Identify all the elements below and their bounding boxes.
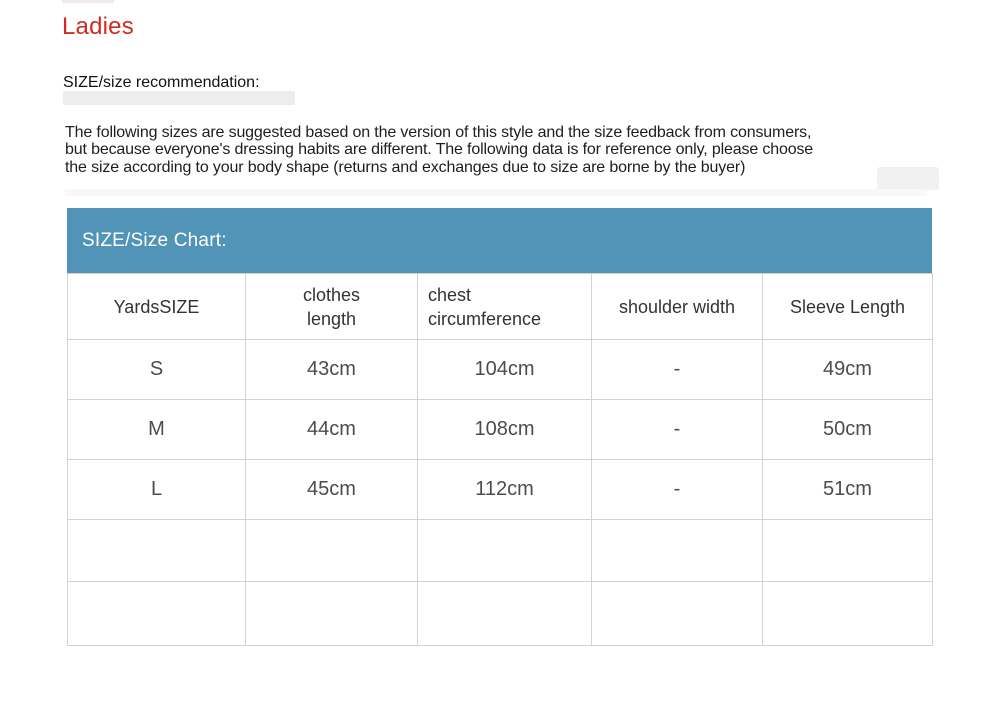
size-chart-banner-title: SIZE/Size Chart: — [82, 230, 227, 251]
table-cell — [763, 520, 933, 582]
cell-size: S — [68, 340, 246, 400]
render-artifact-paragraph-end — [877, 167, 939, 190]
paragraph-line: the size according to your body shape (returns and exchanges due to size are borne by the buyer) — [65, 158, 746, 176]
table-cell — [418, 520, 592, 582]
cell-size: L — [68, 460, 246, 520]
table-cell — [418, 582, 592, 646]
table-header-row — [68, 274, 933, 340]
header-shoulder-width — [592, 274, 763, 340]
table-cell — [592, 520, 763, 582]
cell-shoulder-width: - — [592, 400, 763, 460]
header-yards-size — [68, 274, 246, 340]
table-row-s — [68, 340, 933, 400]
table-cell — [68, 520, 246, 582]
cell-chest-circumference: 112cm — [418, 460, 592, 520]
table-row-l — [68, 460, 933, 520]
cell-clothes-length: 45cm — [246, 460, 418, 520]
cell-shoulder-width: - — [592, 340, 763, 400]
paragraph-line: but because everyone's dressing habits are different. The following data is for reference only, please choose — [65, 141, 814, 159]
header-label: chest circumference — [428, 284, 542, 329]
table-cell — [592, 582, 763, 646]
cell-chest-circumference: 108cm — [418, 400, 592, 460]
render-artifact-top — [62, 0, 114, 3]
header-label: Sleeve Length — [789, 296, 906, 317]
cell-clothes-length: 43cm — [246, 340, 418, 400]
cell-clothes-length: 44cm — [246, 400, 418, 460]
paragraph-line: The following sizes are suggested based on the version of this style and the size feedback from consumers, — [65, 124, 812, 141]
size-recommendation-subtitle: SIZE/size recommendation: — [63, 74, 260, 91]
size-chart-banner — [67, 208, 932, 273]
page-title: Ladies — [62, 13, 134, 40]
cell-size: M — [68, 400, 246, 460]
cell-chest-circumference: 104cm — [418, 340, 592, 400]
header-label: shoulder width — [618, 296, 736, 317]
table-cell — [246, 582, 418, 646]
table-row-m — [68, 400, 933, 460]
header-label: YardsSIZE — [113, 296, 200, 317]
render-artifact-under-paragraph — [65, 189, 927, 196]
table-cell — [68, 582, 246, 646]
cell-sleeve-length: 50cm — [763, 400, 933, 460]
size-note-paragraph — [65, 124, 813, 176]
table-row-empty — [68, 520, 933, 582]
header-clothes-length — [246, 274, 418, 340]
header-chest-circumference — [418, 274, 592, 340]
cell-sleeve-length: 49cm — [763, 340, 933, 400]
header-label: clothes length — [302, 284, 361, 329]
render-artifact-under-subtitle — [63, 91, 295, 105]
table-cell — [246, 520, 418, 582]
cell-sleeve-length: 51cm — [763, 460, 933, 520]
size-chart-table — [67, 273, 933, 646]
cell-shoulder-width: - — [592, 460, 763, 520]
table-cell — [763, 582, 933, 646]
table-row-empty — [68, 582, 933, 646]
header-sleeve-length — [763, 274, 933, 340]
